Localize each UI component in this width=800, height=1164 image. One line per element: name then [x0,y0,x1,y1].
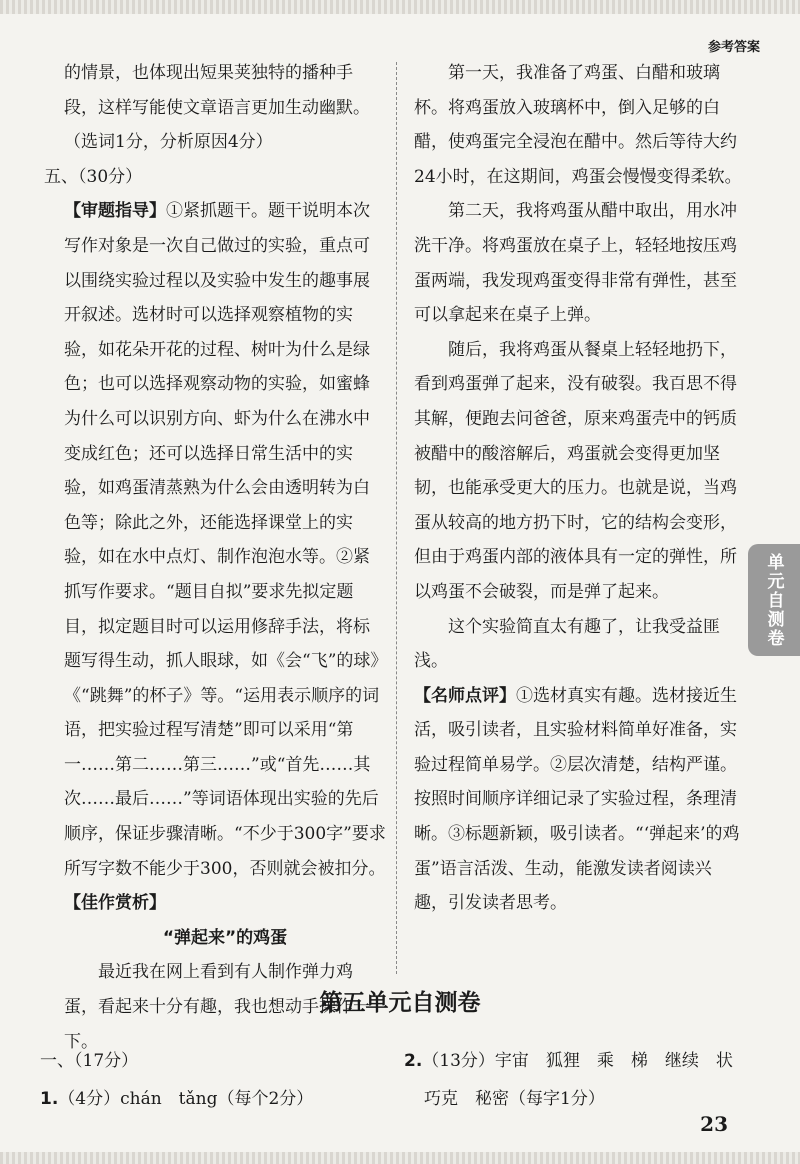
column-divider [396,62,397,974]
header-label: 参考答案 [707,40,760,55]
left-line-3: （选词1分，分析原因4分） [64,132,273,153]
question-five-heading: 五、（30分） [44,166,143,187]
essay-intro: 最近我在网上看到有人制作弹力鸡蛋，看起来十分有趣，我也想动手操作一下。 [64,962,370,1052]
answer-1 [40,1080,390,1118]
essay-paragraph-2: 第二天，我将鸡蛋从醋中取出，用水冲洗干净。将鸡蛋放在桌子上，轻轻地按压鸡蛋两端，我发现鸡蛋变得非常有弹性，甚至可以拿起来在桌子上弹。 [414,201,737,326]
bottom-right-answers [404,1042,764,1118]
appreciation-title: 【佳作赏析】 [64,893,166,914]
essay-paragraph-4: 这个实验简直太有趣了，让我受益匪浅。 [414,616,720,672]
bottom-left-answers [40,1042,390,1118]
left-column [44,56,386,1059]
unit-test-side-tab: 单元自测卷 [748,544,800,656]
top-decorative-stripe [0,0,800,14]
bottom-decorative-stripe [0,1152,800,1164]
comment-title: 【名师点评】 [414,685,516,706]
answer-1-text: （4分）chán tǎng（每个2分） [58,1089,314,1109]
answer-2-continued: 巧克 秘密（每字1分） [424,1089,605,1109]
page-number: 23 [700,1112,728,1136]
essay-paragraph-1: 第一天，我准备了鸡蛋、白醋和玻璃杯。将鸡蛋放入玻璃杯中，倒入足够的白醋，使鸡蛋完全浸泡在醋中。然后等待大约24小时，在这期间，鸡蛋会慢慢变得柔软。 [414,63,742,187]
right-column [414,56,744,921]
answer-1-number: 1. [40,1089,59,1109]
essay-title: “弹起来”的鸡蛋 [162,927,288,948]
comment-paragraph [414,679,744,921]
essay-paragraph-3: 随后，我将鸡蛋从餐桌上轻轻地扔下，看到鸡蛋弹了起来，没有破裂。我百思不得其解，便跑去问爸爸，原来鸡蛋壳中的钙质被醋中的酸溶解后，鸡蛋就会变得更加坚韧，也能承受更大的压力。也就是说，当鸡蛋从较高的地方扔下时，它的结构会变形，但由于鸡蛋内部的液体具有一定的弹性，所以鸡蛋不会破裂，而是弹了起来。 [414,339,737,602]
left-line-2: 段，这样写能使文章语言更加生动幽默。 [64,97,370,118]
comment-text: ①选材真实有趣。选材接近生活，吸引读者，且实验材料简单好准备，实验过程简单易学。②层次清楚，结构严谨。按照时间顺序详细记录了实验过程，条理清晰。③标题新颖，吸引读者。“‘弹起来’的鸡蛋”语言活泼、生动，能激发读者阅读兴趣，引发读者思考。 [414,685,740,914]
left-line-1: 的情景，也体现出短果荚独特的播种手 [64,63,353,83]
guide-text: ①紧抓题干。题干说明本次写作对象是一次自己做过的实验，重点可以围绕实验过程以及实验中发生的趣事展开叙述。选材时可以选择观察植物的实验，如花朵开花的过程、树叶为什么是绿色；也可以选择观察动物的实验，如蜜蜂为什么可以识别方向、虾为什么在沸水中变成红色；还可以选择日常生活中的实验，如鸡蛋清蒸熟为什么会由透明转为白色等；除此之外，还能选择课堂上的实验，如在水中点灯、制作泡泡水等。②紧抓写作要求。“题目自拟”要求先拟定题目，拟定题目时可以运用修辞手法，将标题写得生动，抓人眼球，如《会“飞”的球》《“跳舞”的杯子》等。“运用表示顺序的词语，把实验过程写清楚”即可以采用“第一……第二……第三……”或“首先……其次……最后……”等词语体现出实验的先后顺序，保证步骤清晰。“不少于300字”要求所写字数不能少于300，否则就会被扣分。 [64,201,386,879]
answer-2 [404,1042,764,1080]
answer-2-number: 2. [404,1051,423,1071]
guide-title: 【审题指导】 [64,201,166,222]
question-one-heading: 一、（17分） [40,1051,139,1071]
guide-paragraph [64,194,386,886]
answer-2-text: （13分）宇宙 狐狸 乘 梯 继续 状 [422,1051,733,1071]
section-title: 第五单元自测卷 [319,990,481,1016]
